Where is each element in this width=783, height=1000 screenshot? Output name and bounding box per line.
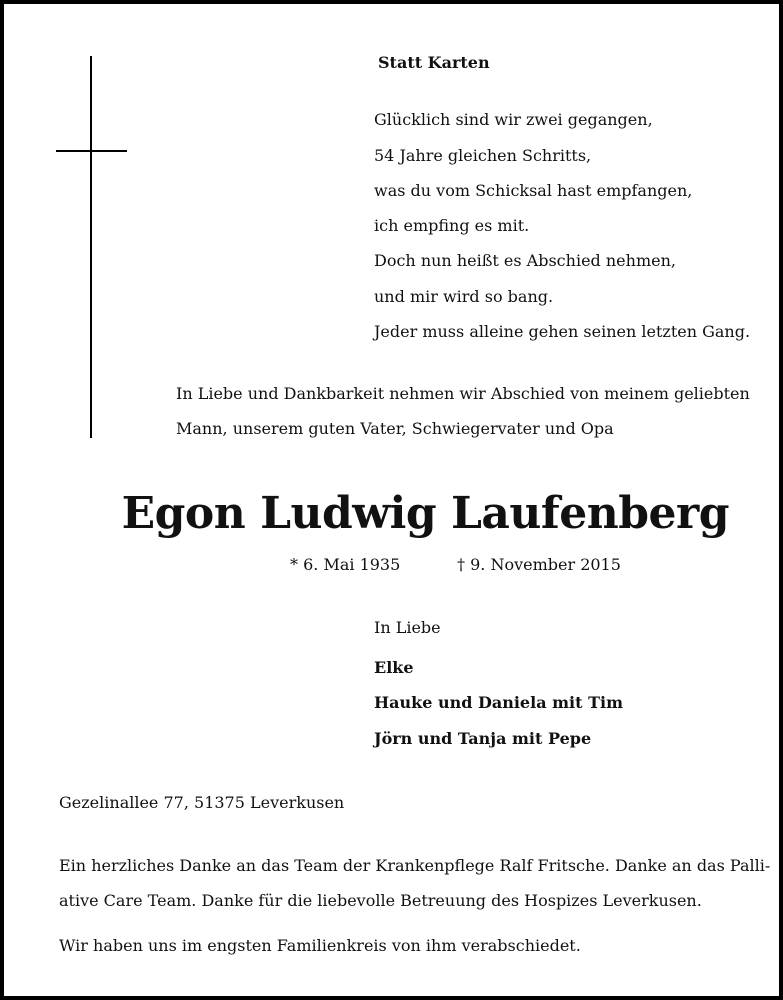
address: Gezelinallee 77, 51375 Leverkusen <box>59 793 345 812</box>
poem-line: Jeder muss alleine gehen seinen letzten Gang. <box>374 322 751 341</box>
poem-line: ich empfing es mit. <box>374 216 530 235</box>
deceased-name: Egon Ludwig Laufenberg <box>121 488 729 539</box>
thanks-line: Ein herzliches Danke an das Team der Krankenpflege Ralf Fritsche. Danke an das Palli- <box>59 856 771 875</box>
cross-symbol-vertical <box>90 56 92 438</box>
poem-line: was du vom Schicksal hast empfangen, <box>374 181 693 200</box>
family-intro: In Liebe <box>374 618 441 637</box>
family-member: Jörn und Tanja mit Pepe <box>374 729 592 748</box>
poem-line: Doch nun heißt es Abschied nehmen, <box>374 251 676 270</box>
statt-karten-heading: Statt Karten <box>378 53 490 72</box>
poem-line: Glücklich sind wir zwei gegangen, <box>374 110 653 129</box>
poem-line: und mir wird so bang. <box>374 287 554 306</box>
family-member: Elke <box>374 658 414 677</box>
intro-line: In Liebe und Dankbarkeit nehmen wir Abschied von meinem geliebten <box>176 384 750 403</box>
cross-symbol-horizontal <box>56 150 127 152</box>
closing-note: Wir haben uns im engsten Familienkreis von ihm verabschiedet. <box>59 936 581 955</box>
thanks-line: ative Care Team. Danke für die liebevolle Betreuung des Hospizes Leverkusen. <box>59 891 702 910</box>
family-member: Hauke und Daniela mit Tim <box>374 693 624 712</box>
poem-line: 54 Jahre gleichen Schritts, <box>374 146 592 165</box>
death-date: † 9. November 2015 <box>457 555 621 574</box>
birth-date: * 6. Mai 1935 <box>290 555 401 574</box>
intro-line: Mann, unserem guten Vater, Schwiegervater und Opa <box>176 419 614 438</box>
